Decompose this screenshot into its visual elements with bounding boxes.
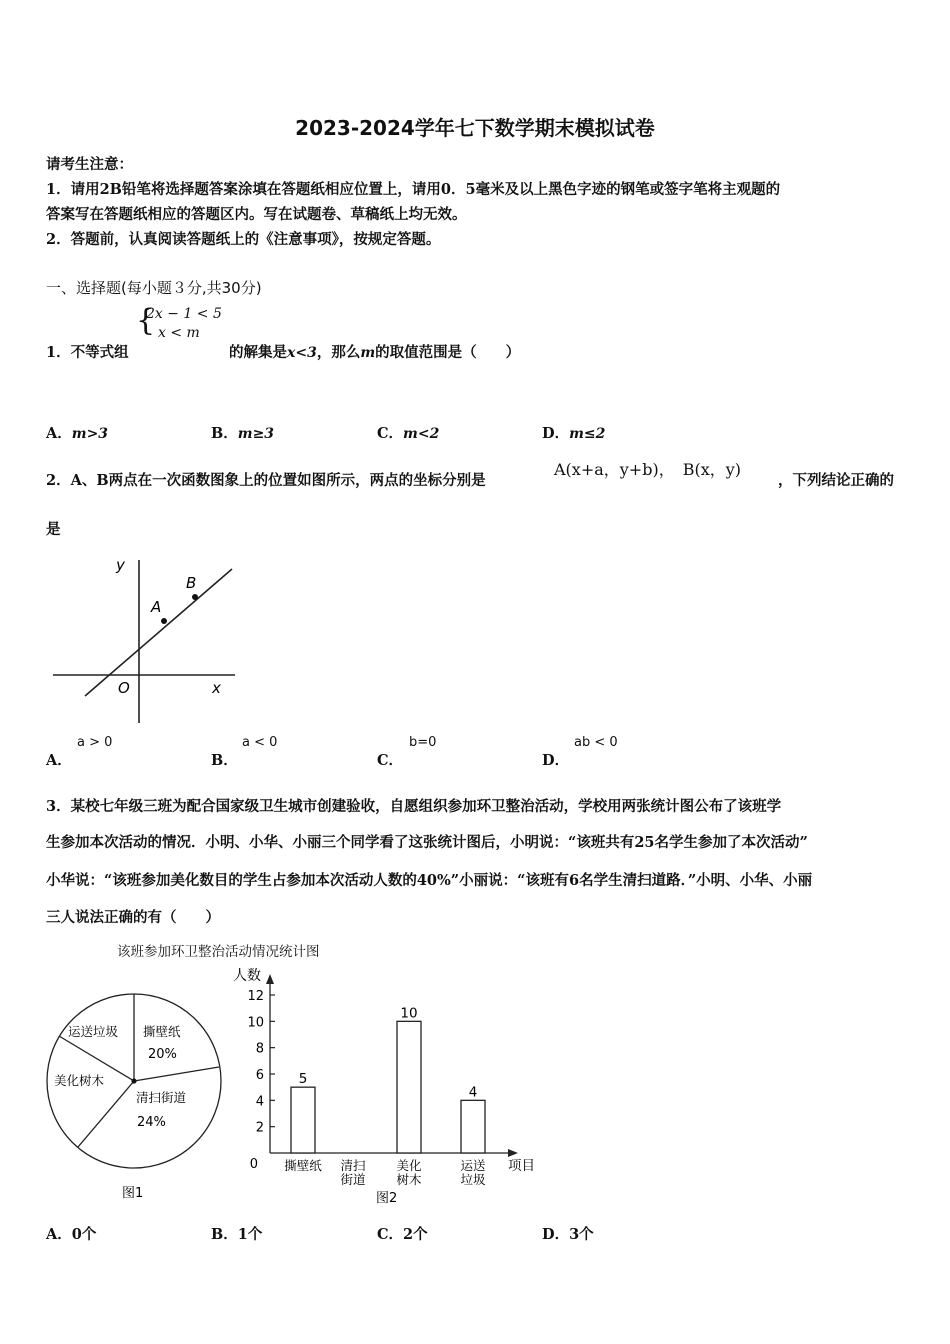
bar-value-label-3: 4 [468,1084,478,1101]
q1-prefix: 1．不等式组 [46,344,129,361]
bar-y-label: 人数 [233,968,261,984]
y-tick-label: 4 [255,1094,264,1110]
q1-suffix-c: 的取值范围是（ ） [375,344,521,361]
category-label-2: 美化 [396,1158,422,1173]
pie-label-0: 撕壁纸 [143,1024,181,1039]
q3-line-1: 3．某校七年级三班为配合国家级卫生城市创建验收，自愿组织参加环卫整治活动，学校用两张统计图公布了该班学 [46,798,782,815]
q1-sys-line-1: 2x − 1 < 5 [146,306,222,322]
q2-coord-b: B(x，y) [682,460,742,479]
point-b-dot [192,594,198,600]
origin-label: O [118,679,130,697]
q1-sys-line-2: x < m [158,325,200,341]
q1-inequality-system [136,304,228,344]
q2-option-a-text[interactable]: a > 0 [77,735,113,750]
q2-stem-a: 2．A、B两点在一次函数图象上的位置如图所示，两点的坐标分别是 [46,472,486,489]
bar-x-label: 项目 [508,1158,535,1174]
y-axis-label: y [116,556,125,574]
q1-option-b[interactable]: B．m≥3 [211,425,275,442]
y-tick-label: 12 [247,989,264,1004]
q2-coord-a: A(x+a，y+b) [554,460,659,479]
q2-option-d-text[interactable]: ab < 0 [574,735,618,750]
notice-line-3: 2．答题前，认真阅读答题纸上的《注意事项》，按规定答题。 [46,231,441,248]
pie-label-1: 清扫街道 [136,1090,187,1105]
q2-option-c-text[interactable]: b=0 [409,735,437,750]
category-label-2: 树木 [396,1172,422,1187]
category-label-1: 清扫 [340,1158,366,1173]
y-tick-label: 6 [255,1068,264,1083]
pie-chart [40,990,230,1205]
q2-option-b-text[interactable]: a < 0 [242,735,278,750]
q2-option-a-label[interactable]: A． [46,752,72,769]
pie-percent-1: 24% [137,1115,166,1130]
fig2-caption: 图2 [376,1191,398,1206]
q1-suffix-a: 的解集是 [229,344,287,361]
section-heading: 一、选择题(每小题３分,共30分) [46,279,262,297]
pie-center [131,1078,136,1083]
q1-suffix-b: ，那么 [316,344,361,361]
category-label-3: 运送 [460,1158,486,1173]
q2-option-c-label[interactable]: C． [377,752,404,769]
bar-chart [228,960,558,1210]
notice-line-2: 答案写在答题纸相应的答题区内。写在试题卷、草稿纸上均无效。 [46,206,467,223]
q2-graph [50,555,240,725]
q3-option-b[interactable]: B．1个 [211,1226,263,1243]
q2-option-b-label[interactable]: B． [211,752,238,769]
q1-condition: x<3 [287,345,317,361]
brace: { [136,303,156,338]
bar-series [291,1005,485,1153]
bar-y-arrow [266,974,274,984]
pie-label-2: 美化树木 [54,1073,105,1088]
bar-0 [291,1087,315,1153]
bar-categories [284,1158,486,1187]
q1-option-a[interactable]: A．m>3 [46,425,109,442]
q3-line-4: 三人说法正确的有（ ） [46,909,220,926]
point-a-dot [161,618,167,624]
bar-value-label-2: 10 [400,1005,418,1022]
q2-coordinates: A(x+a，y+b)， B(x，y) [554,460,742,479]
q3-option-c[interactable]: C．2个 [377,1226,428,1243]
q3-option-a[interactable]: A．0个 [46,1226,97,1243]
category-label-1: 街道 [340,1172,366,1187]
q2-option-d-label[interactable]: D． [542,752,570,769]
page-title: 2023-2024学年七下数学期末模拟试卷 [295,116,655,140]
x-axis-label: x [212,679,221,697]
bar-value-label-0: 5 [298,1071,308,1088]
category-label-3: 垃圾 [460,1172,486,1187]
point-b-label: B [186,574,197,592]
bar-2 [397,1021,421,1153]
q3-option-d[interactable]: D．3个 [542,1226,594,1243]
q2-stem-b: ，下列结论正确的 [778,472,894,489]
function-line [85,569,232,696]
q1-option-d[interactable]: D．m≤2 [542,425,606,442]
q1-option-c[interactable]: C．m<2 [377,425,440,442]
chart-title: 该班参加环卫整治活动情况统计图 [117,944,320,960]
point-a-label: A [151,598,162,616]
y-tick-label: 2 [255,1120,264,1136]
q1-variable: m [360,345,376,361]
notice-heading: 请考生注意： [46,156,133,173]
pie-percent-0: 20% [148,1047,177,1062]
bar-3 [461,1100,485,1153]
pie-label-3: 运送垃圾 [68,1024,119,1039]
q1-stem [229,341,520,362]
y-tick-label: 8 [255,1041,264,1057]
bar-x-arrow [508,1149,518,1157]
category-label-0: 撕壁纸 [284,1158,322,1173]
notice-line-1: 1．请用2B铅笔将选择题答案涂填在答题纸相应位置上，请用0．5毫米及以上黑色字迹的钢笔或签字笔将主观题的 [46,181,781,198]
y-tick-label: 10 [247,1015,264,1031]
q3-line-3: 小华说：“该班参加美化数目的学生占参加本次活动人数的40%”小丽说：“该班有6名学生清扫道路．”小明、小华、小丽 [46,872,813,889]
bar-y-ticks [247,989,275,1172]
q2-stem-c: 是 [46,521,61,538]
q3-line-2: 生参加本次活动的情况．小明、小华、小丽三个同学看了这张统计图后，小明说：“该班共有25名学生参加了本次活动” [46,834,808,851]
y-tick-label: 0 [249,1157,258,1172]
fig1-caption: 图1 [122,1186,144,1201]
